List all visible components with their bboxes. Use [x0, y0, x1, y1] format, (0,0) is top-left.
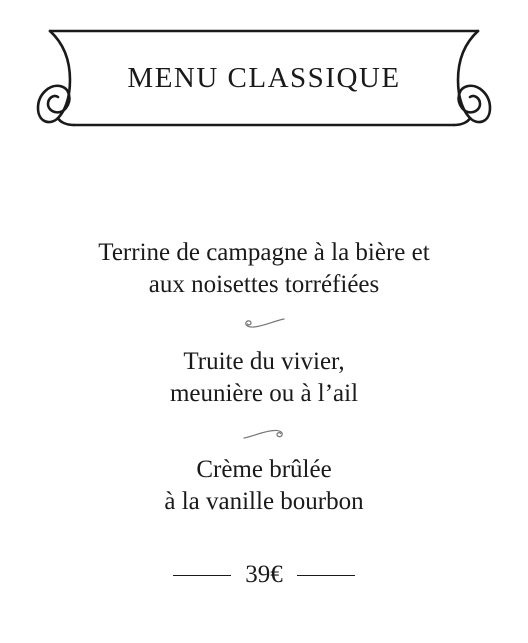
- course-starter-line-1: Terrine de campagne à la bière et: [98, 239, 430, 266]
- course-dessert: [0, 454, 528, 518]
- course-dessert-line-2: à la vanille bourbon: [164, 488, 364, 515]
- course-dessert-line-1: Crème brûlée: [196, 456, 332, 483]
- menu-price: 39€: [245, 561, 283, 588]
- price-rule-left: [173, 575, 231, 576]
- price-row: [0, 558, 528, 592]
- divider-2: [0, 425, 528, 445]
- course-main-line-2: meunière ou à l’ail: [169, 380, 359, 407]
- divider-1: [0, 315, 528, 335]
- flourish-divider-icon: [242, 315, 286, 333]
- price-rule-right: [297, 575, 355, 576]
- scroll-banner: [0, 0, 528, 150]
- course-starter: [0, 237, 528, 301]
- course-main: [0, 346, 528, 410]
- course-main-line-1: Truite du vivier,: [183, 348, 345, 375]
- menu-title: MENU CLASSIQUE: [127, 62, 401, 94]
- flourish-divider-icon: [242, 425, 286, 443]
- course-starter-line-2: aux noisettes torréfiées: [148, 271, 380, 298]
